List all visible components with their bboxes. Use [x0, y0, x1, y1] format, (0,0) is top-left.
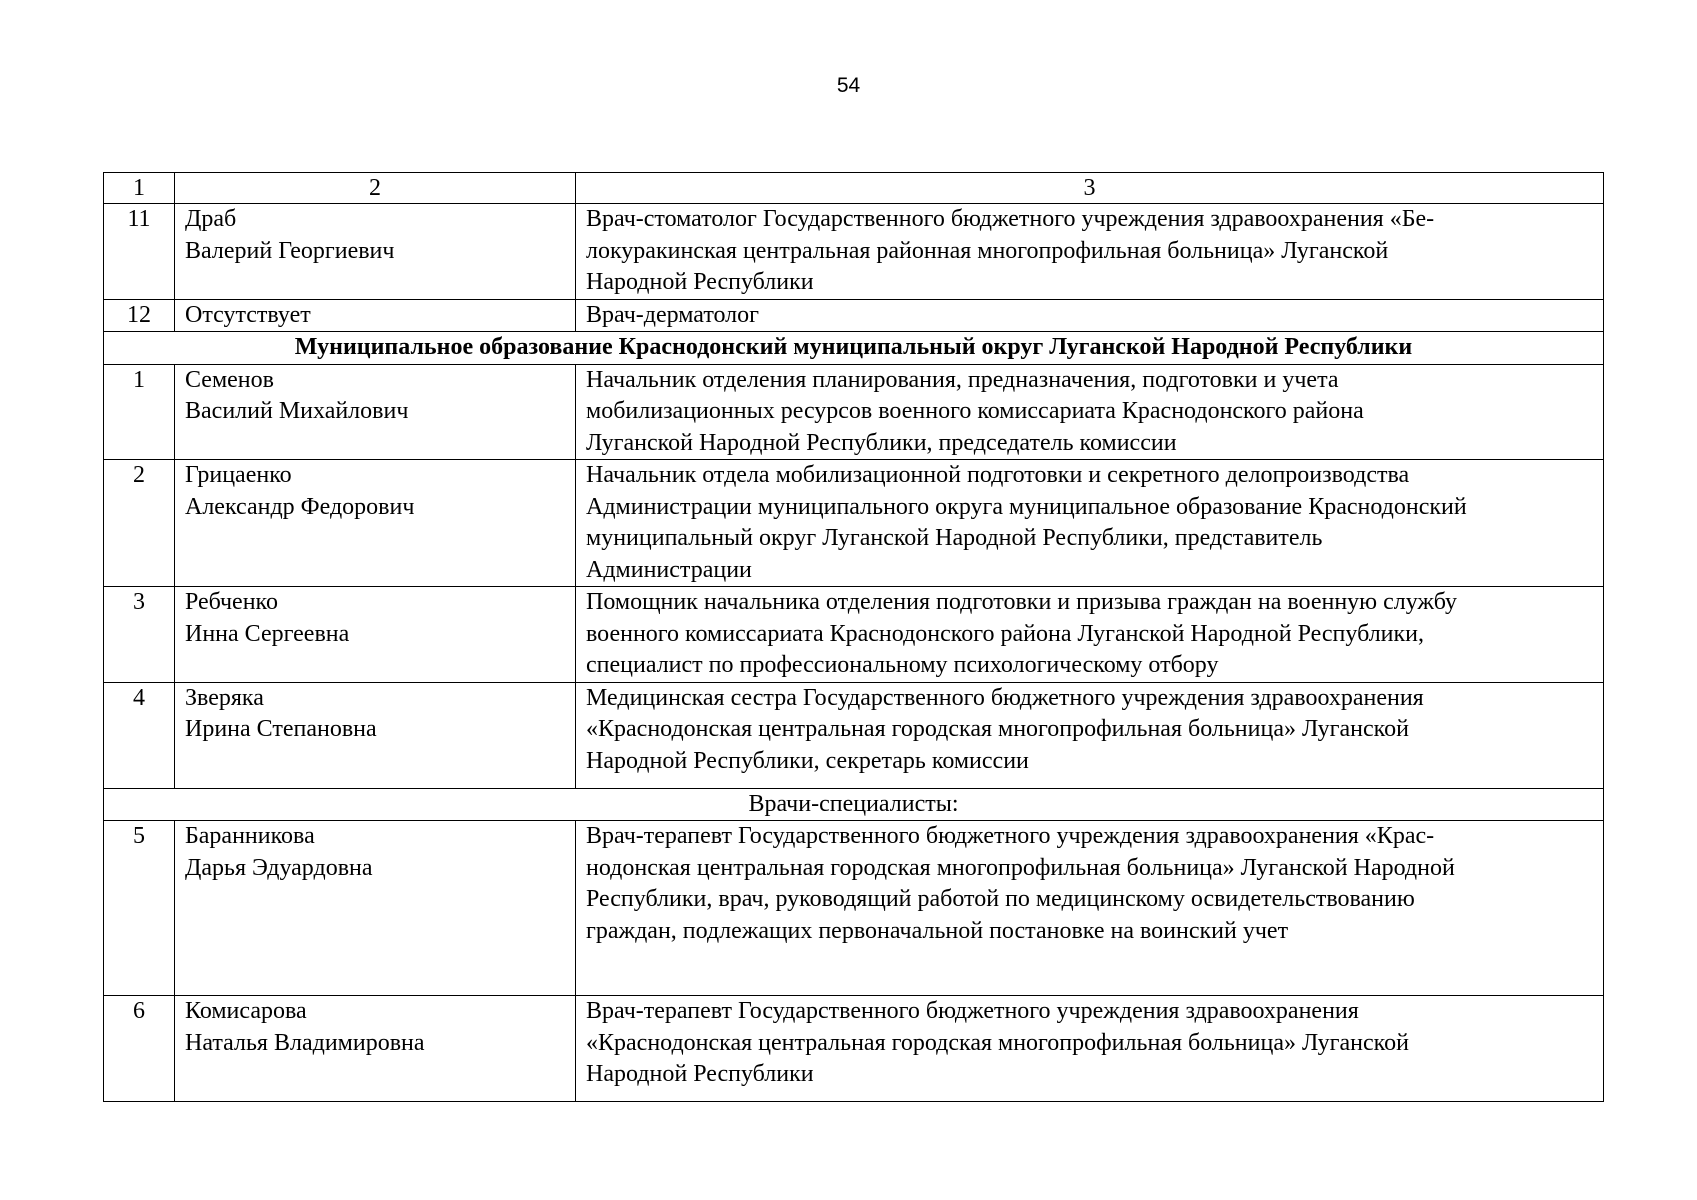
table-row	[104, 364, 1604, 460]
surname: Ребченко	[185, 589, 278, 615]
position-line: специалист по профессиональному психологическому отбору	[586, 652, 1219, 678]
row-number: 5	[104, 821, 175, 996]
position-line: Начальник отделения планирования, предназначения, подготовки и учета	[586, 366, 1339, 393]
position-line: Народной Республики	[586, 269, 814, 295]
member-position	[576, 682, 1604, 788]
row-number: 4	[104, 682, 175, 788]
position-line: Врач-стоматолог Государственного бюджетного учреждения здравоохранения «Бе-	[586, 206, 1435, 232]
member-position	[576, 587, 1604, 683]
given-names: Василий Михайлович	[185, 398, 409, 424]
member-position	[576, 204, 1604, 300]
surname: Зверяка	[185, 684, 264, 711]
position-line: «Краснодонская центральная городская многопрофильная больница» Луганской	[586, 716, 1409, 742]
row-number: 6	[104, 996, 175, 1102]
column-header-2: 2	[175, 173, 576, 204]
position-line: локуракинская центральная районная многопрофильная больница» Луганской	[586, 237, 1389, 264]
member-position	[576, 460, 1604, 587]
member-position	[576, 299, 1604, 332]
position-line: Луганской Народной Республики, председатель комиссии	[586, 429, 1177, 456]
surname: Отсутствует	[185, 301, 311, 328]
position-line: военного комиссариата Краснодонского района Луганской Народной Республики,	[586, 620, 1425, 647]
position-line: мобилизационных ресурсов военного комиссариата Краснодонского района	[586, 398, 1364, 424]
position-line: Администрации	[586, 556, 752, 583]
position-line: Начальник отдела мобилизационной подготовки и секретного делопроизводства	[586, 462, 1410, 488]
table-row	[104, 460, 1604, 587]
surname: Комисарова	[185, 998, 307, 1024]
position-line: Врач-дерматолог	[586, 301, 759, 328]
table-row	[104, 587, 1604, 683]
commission-table	[103, 172, 1604, 1102]
row-number: 3	[104, 587, 175, 683]
member-name	[175, 364, 576, 460]
column-header-1: 1	[104, 173, 175, 204]
position-line: Республики, врач, руководящий работой по медицинскому освидетельствованию	[586, 886, 1415, 912]
subsection-row	[104, 788, 1604, 821]
position-line: Народной Республики	[586, 1061, 814, 1087]
member-position	[576, 821, 1604, 996]
member-name	[175, 996, 576, 1102]
given-names: Инна Сергеевна	[185, 620, 350, 647]
row-number: 11	[104, 204, 175, 300]
position-line: нодонская центральная городская многопрофильная больница» Луганской Народной	[586, 854, 1455, 881]
position-line: граждан, подлежащих первоначальной постановке на воинский учет	[586, 917, 1289, 944]
section-title: Муниципальное образование Краснодонский муниципальный округ Луганской Народной Республики	[104, 332, 1604, 365]
row-number: 12	[104, 299, 175, 332]
member-name	[175, 821, 576, 996]
given-names: Александр Федорович	[185, 493, 415, 520]
position-line: Врач-терапевт Государственного бюджетного учреждения здравоохранения «Крас-	[586, 823, 1435, 849]
given-names: Валерий Георгиевич	[185, 237, 395, 264]
section-row	[104, 332, 1604, 365]
table-row	[104, 821, 1604, 996]
member-name	[175, 587, 576, 683]
column-header-3: 3	[576, 173, 1604, 204]
row-number: 2	[104, 460, 175, 587]
position-line: «Краснодонская центральная городская многопрофильная больница» Луганской	[586, 1029, 1409, 1056]
position-line: муниципальный округ Луганской Народной Республики, представитель	[586, 525, 1323, 551]
member-position	[576, 364, 1604, 460]
member-name	[175, 299, 576, 332]
position-line: Помощник начальника отделения подготовки и призыва граждан на военную службу	[586, 589, 1457, 615]
table-row	[104, 204, 1604, 300]
table-header-row	[104, 173, 1604, 204]
surname: Баранникова	[185, 823, 315, 849]
given-names: Дарья Эдуардовна	[185, 854, 373, 881]
member-name	[175, 460, 576, 587]
row-number: 1	[104, 364, 175, 460]
surname: Семенов	[185, 366, 274, 393]
position-line: Администрации муниципального округа муниципальное образование Краснодонский	[586, 493, 1467, 520]
position-line: Врач-терапевт Государственного бюджетного учреждения здравоохранения	[586, 998, 1359, 1024]
given-names: Ирина Степановна	[185, 716, 377, 742]
surname: Грицаенко	[185, 462, 292, 488]
surname: Драб	[185, 206, 237, 232]
member-position	[576, 996, 1604, 1102]
page-number: 54	[836, 74, 861, 97]
table-row	[104, 996, 1604, 1102]
table-row	[104, 299, 1604, 332]
position-line: Медицинская сестра Государственного бюджетного учреждения здравоохранения	[586, 684, 1424, 711]
given-names: Наталья Владимировна	[185, 1029, 425, 1056]
position-line: Народной Республики, секретарь комиссии	[586, 747, 1029, 774]
subsection-title: Врачи-специалисты:	[104, 788, 1604, 821]
member-name	[175, 204, 576, 300]
member-name	[175, 682, 576, 788]
table-row	[104, 682, 1604, 788]
